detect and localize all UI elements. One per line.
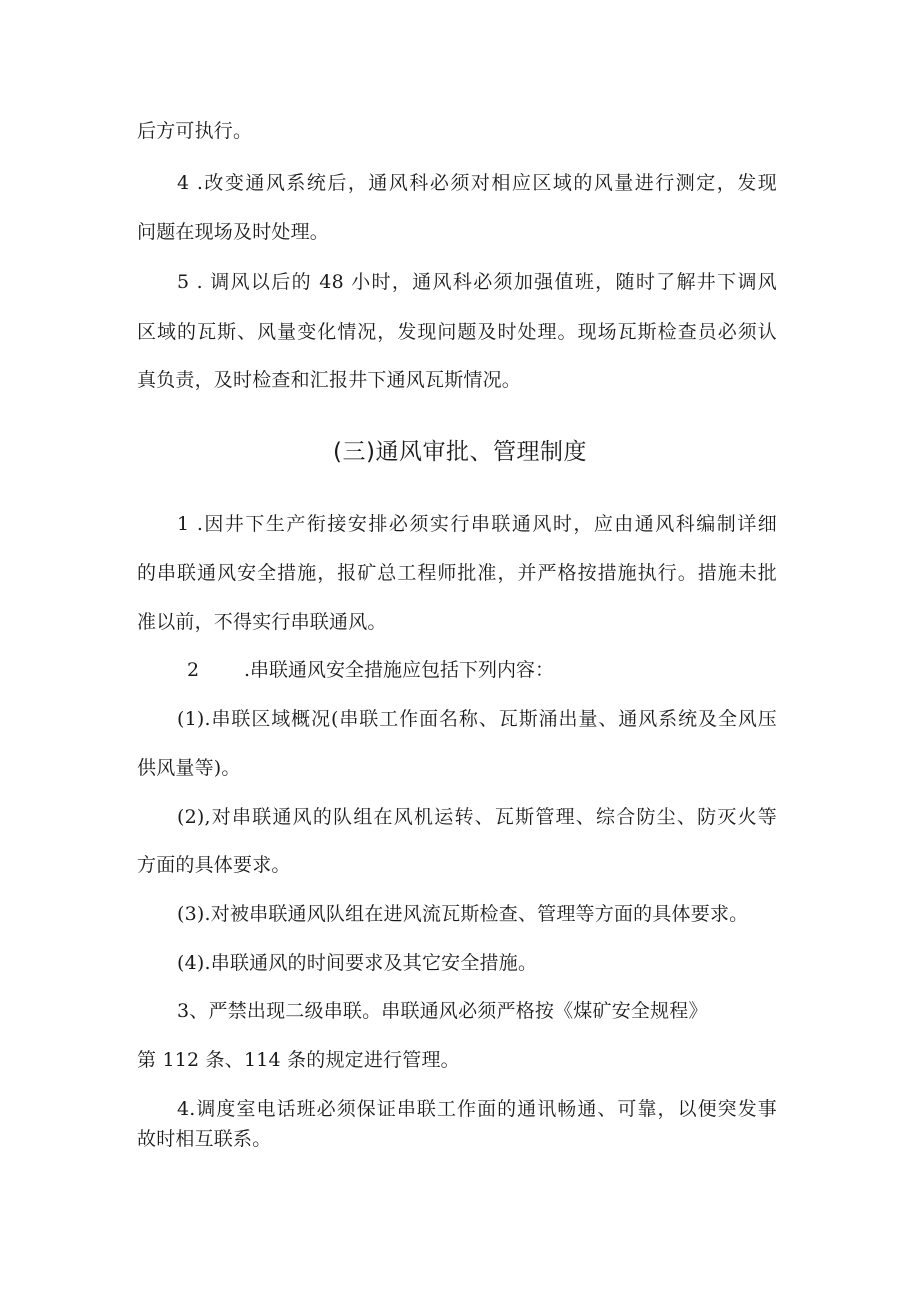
paragraph-line: (1).串联区域概况(串联工作面名称、瓦斯涌出量、通风系统及全风压 [177,708,777,730]
paragraph-line: (4).串联通风的时间要求及其它安全措施。 [177,952,538,974]
paragraph-line: (3).对被串联通风队组在进风流瓦斯检查、管理等方面的具体要求。 [177,903,749,925]
section-heading: (三)通风审批、管理制度 [333,439,587,465]
item-number: 2 [187,659,200,681]
paragraph-line: 4.调度室电话班必须保证串联工作面的通讯畅通、可靠，以便突发事 [177,1098,777,1120]
paragraph-line: 故时相互联系。 [137,1128,272,1150]
paragraph-line: (2),对串联通风的队组在风机运转、瓦斯管理、综合防尘、防灭火等 [177,806,777,828]
paragraph-line: 的串联通风安全措施，报矿总工程师批准，并严格按措施执行。措施未批 [137,562,777,584]
paragraph-line: 3、严禁出现二级串联。串联通风必须严格按《煤矿安全规程》 [177,1000,708,1022]
paragraph-line: 方面的具体要求。 [137,854,291,876]
paragraph-line: 准以前，不得实行串联通风。 [137,611,387,633]
paragraph-line: 4 .改变通风系统后，通风科必须对相应区域的风量进行测定，发现 [177,172,777,194]
paragraph-line: 供风量等)。 [137,757,241,779]
paragraph-line: 问题在现场及时处理。 [137,221,330,243]
paragraph-line: 第 112 条、114 条的规定进行管理。 [137,1049,460,1071]
paragraph-line: 5 . 调风以后的 48 小时，通风科必须加强值班，随时了解井下调风 [177,271,777,293]
paragraph-line: .串联通风安全措施应包括下列内容： [244,659,555,681]
paragraph-line: 1 .因井下生产衔接安排必须实行串联通风时，应由通风科编制详细 [177,513,777,535]
paragraph-line: 后方可执行。 [137,120,253,142]
paragraph-line: 真负责，及时检查和汇报井下通风瓦斯情况。 [137,369,522,391]
paragraph-line: 区域的瓦斯、风量变化情况，发现问题及时处理。现场瓦斯检查员必须认 [137,321,777,343]
